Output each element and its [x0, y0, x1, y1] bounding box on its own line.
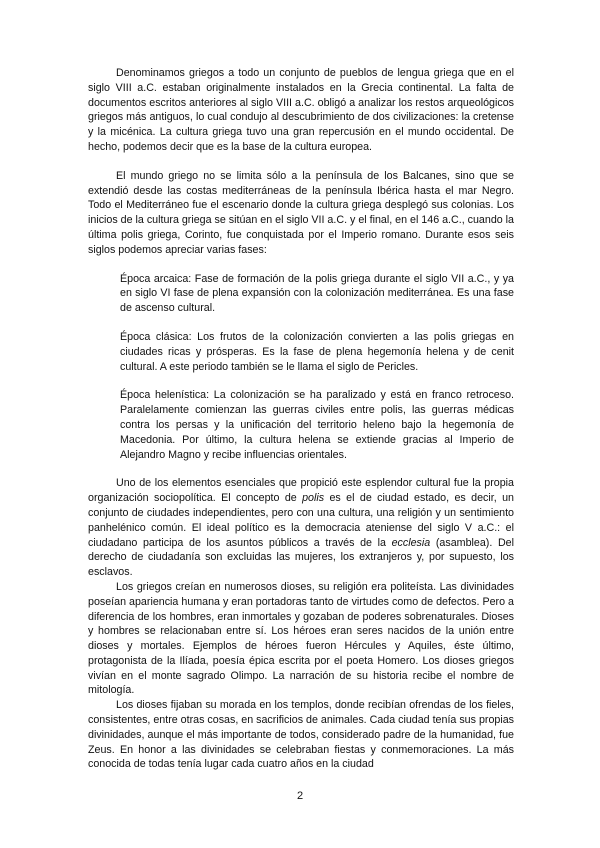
page-number: 2	[296, 790, 304, 802]
sociopolitical-text-c: (asamblea). Del derecho de ciudadanía son excluidas las mujeres, los extranjeros y, por supuesto, los esclavos.	[88, 536, 514, 579]
sociopolitical-text-b: es el de ciudad estado, es decir, un conjunto de ciudades independientes, pero con una cultura, una religión y un sentimiento panhelénico común. El ideal político es la democracia ateniense del siglo V a.C.: el ciudadano participa de los asuntos públicos a través de la	[88, 492, 514, 549]
paragraph-greeks-intro: Denominamos griegos a todo un conjunto de pueblos de lengua griega que en el siglo VIII a.C. estaban originalmente instalados en la Grecia continental. La falta de documentos escritos anteriores al siglo VIII a.C. obligó a analizar los restos arqueológicos griegos más antiguos, lo cual condujo al descubrimiento de dos civilizaciones: la cretense y la micénica. La cultura griega tuvo una gran repercusión en el mundo occidental. De hecho, podemos decir que es la base de la cultura europea.	[88, 67, 514, 153]
phase-classical: Época clásica: Los frutos de la colonización convierten a las polis griegas en ciudades ricas y prósperas. Es la fase de plena hegemonía helena y de cenit cultural. A este periodo también se le llama el siglo de Pericles.	[120, 330, 514, 373]
phase-hellenistic: Época helenística: La colonización se ha paralizado y está en franco retroceso. Paralelamente comienzan las guerras civiles entre polis, las guerras médicas contra los persas y la unificación del territorio heleno bajo la hegemonía de Macedonia. Por último, la cultura helena se extiende gracias al Imperio de Alejandro Magno y recibe influencias orientales.	[120, 389, 514, 461]
term-ecclesia: ecclesia	[391, 536, 431, 549]
paragraph-temples: Los dioses fijaban su morada en los templos, donde recibían ofrendas de los fieles, consistentes, entre otras cosas, en sacrificios de animales. Cada ciudad tenía sus propias divinidades, aunque el más importante de todos, considerado padre de la humanidad, fue Zeus. En honor a las divinidades se celebraban fiestas y conmemoraciones. La más conocida de todas tenía lugar cada cuatro años en la ciudad	[88, 699, 514, 771]
paragraph-religion: Los griegos creían en numerosos dioses, su religión era politeísta. Las divinidades poseían apariencia humana y eran portadoras tanto de virtudes como de defectos. Pero a diferencia de los hombres, eran inmortales y gozaban de poderes sobrenaturales. Dioses y hombres se relacionaban entre sí. Los héroes eran seres nacidos de la unión entre dioses y mortales. Ejemplos de héroes fueron Hércules y Aquiles, éste último, protagonista de la Ilíada, poesía épica escrita por el poeta Homero. Los dioses griegos vivían en el monte sagrado Olimpo. La narración de su historia recibe el nombre de mitología.	[88, 580, 514, 697]
sociopolitical-text-a: Uno de los elementos esenciales que propició este esplendor cultural fue la propia organización sociopolítica. El concepto de	[88, 477, 514, 505]
term-polis: polis	[302, 492, 325, 505]
body-text	[88, 66, 514, 772]
paragraph-greek-world: El mundo griego no se limita sólo a la península de los Balcanes, sino que se extendió desde las costas mediterráneas de la península Ibérica hasta el mar Negro. Todo el Mediterráneo fue el escenario donde la cultura griega desplegó sus colonias. Los inicios de la cultura griega se sitúan en el siglo VII a.C. y el final, en el 146 a.C., cuando la última polis griega, Corinto, fue conquistada por el Imperio romano. Durante esos seis siglos podemos apreciar varias fases:	[88, 169, 514, 256]
phase-archaic: Época arcaica: Fase de formación de la polis griega durante el siglo VII a.C., y ya en siglo VI fase de plena expansión con la colonización mediterránea. Es una fase de ascenso cultural.	[120, 272, 514, 315]
paragraph-sociopolitical	[88, 476, 514, 580]
